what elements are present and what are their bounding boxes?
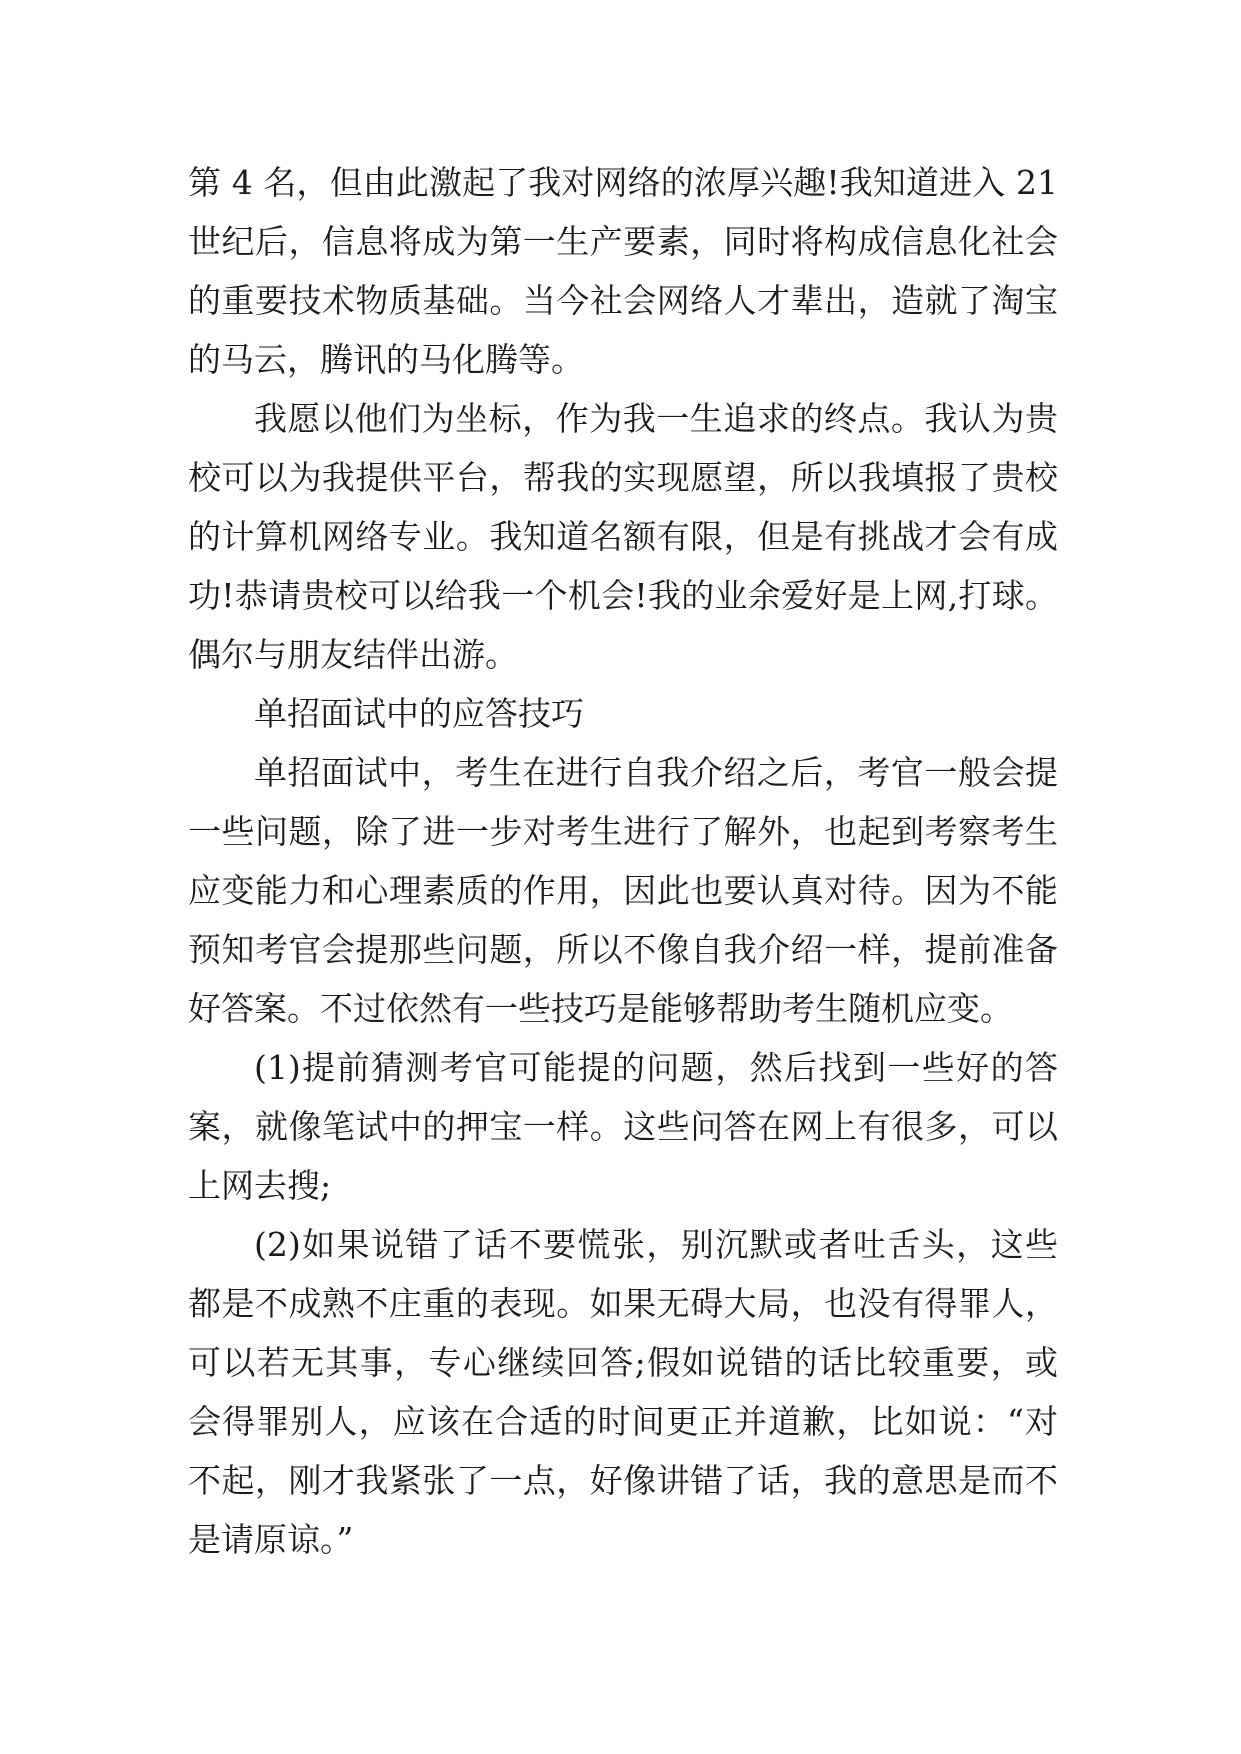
text-line: 偶尔与朋友结伴出游。	[188, 635, 518, 674]
text-line: 一些问题，除了进一步对考生进行了解外，也起到考察考生	[188, 812, 1058, 851]
text-line: 的计算机网络专业。我知道名额有限，但是有挑战才会有成	[188, 517, 1058, 556]
paragraph-2	[188, 389, 1058, 684]
text-line: 预知考官会提那些问题，所以不像自我介绍一样，提前准备	[188, 930, 1058, 969]
document-body	[188, 153, 1058, 1569]
text-line: 的马云，腾讯的马化腾等。	[188, 340, 584, 379]
text-line: 应变能力和心理素质的作用，因此也要认真对待。因为不能	[188, 871, 1058, 910]
text-line: 不起，刚才我紧张了一点，好像讲错了话，我的意思是而不	[188, 1461, 1058, 1500]
text-line: 的重要技术物质基础。当今社会网络人才辈出，造就了淘宝	[188, 281, 1058, 320]
text-line: 我愿以他们为坐标，作为我一生追求的终点。我认为贵	[254, 399, 1058, 438]
list-item-1	[188, 1038, 1058, 1215]
text-line: 会得罪别人，应该在合适的时间更正并道歉，比如说：“对	[188, 1402, 1058, 1441]
text-line: 单招面试中，考生在进行自我介绍之后，考官一般会提	[254, 753, 1058, 792]
text-line: 上网去搜;	[188, 1166, 332, 1205]
text-line: 是请原谅。”	[188, 1520, 354, 1559]
text-line: 好答案。不过依然有一些技巧是能够帮助考生随机应变。	[188, 989, 1013, 1028]
text-line: 可以若无其事，专心继续回答;假如说错的话比较重要，或	[188, 1343, 1058, 1382]
paragraph-3	[188, 743, 1058, 1038]
list-item-2	[188, 1215, 1058, 1569]
paragraph-1	[188, 153, 1058, 389]
section-heading	[188, 684, 1058, 743]
text-line: 校可以为我提供平台，帮我的实现愿望，所以我填报了贵校	[188, 458, 1058, 497]
text-line: 都是不成熟不庄重的表现。如果无碍大局，也没有得罪人，	[188, 1284, 1058, 1323]
text-line: 案，就像笔试中的押宝一样。这些问答在网上有很多，可以	[188, 1107, 1058, 1146]
section-heading-text: 单招面试中的应答技巧	[254, 694, 584, 733]
text-line: 世纪后，信息将成为第一生产要素，同时将构成信息化社会	[188, 222, 1058, 261]
text-line: (2)如果说错了话不要慌张，别沉默或者吐舌头，这些	[254, 1225, 1058, 1264]
text-line: 功!恭请贵校可以给我一个机会!我的业余爱好是上网,打球。	[188, 576, 1058, 615]
text-line: 第 4 名，但由此激起了我对网络的浓厚兴趣!我知道进入 21	[188, 163, 1058, 202]
text-line: (1)提前猜测考官可能提的问题，然后找到一些好的答	[254, 1048, 1058, 1087]
